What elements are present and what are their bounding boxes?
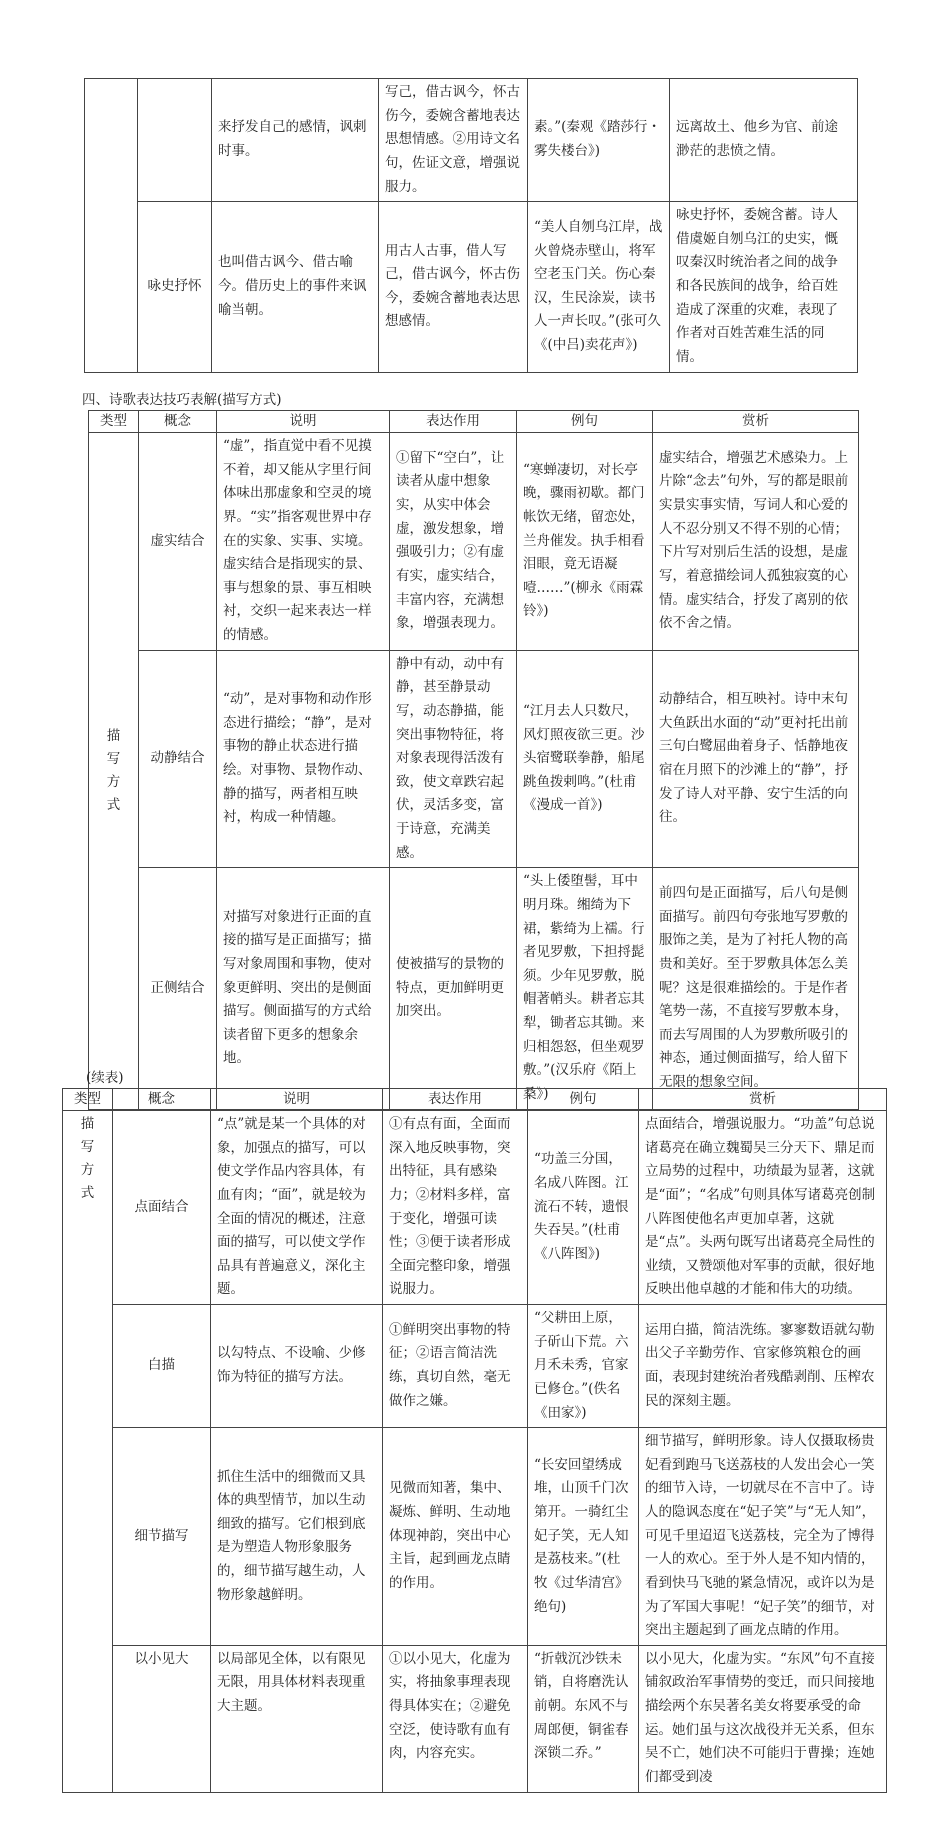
type-label: 描 写 方 式 — [106, 727, 121, 813]
type-cell — [85, 79, 138, 373]
concept-cell: 点面结合 — [113, 1111, 211, 1305]
effect-cell: 使被描写的景物的特点，更加鲜明更加突出。 — [390, 868, 517, 1109]
appreciation-cell: 运用白描，简洁洗练。寥寥数语就勾勒出父子辛勤劳作、官家修筑粮仓的画面，表现封建统治者残酷剥削、压榨农民的深刻主题。 — [639, 1305, 887, 1428]
concept-cell: 虚实结合 — [139, 433, 217, 651]
effect-cell: ①留下“空白”，让读者从虚中想象实，从实中体会虚，激发想象，增强吸引力；②有虚有实，虚实结合，丰富内容，充满想象，增强表现力。 — [390, 433, 517, 651]
example-cell: “长安回望绣成堆，山顶千门次第开。一骑红尘妃子笑，无人知是荔枝来。”(杜牧《过华清宫》绝句) — [528, 1428, 639, 1646]
type-label: 描 写 方 式 — [80, 1116, 95, 1201]
continued-label: (续表) — [86, 1070, 124, 1086]
header-explanation: 说明 — [217, 411, 390, 433]
header-appreciation: 赏析 — [653, 411, 859, 433]
table-row — [89, 650, 859, 868]
header-concept: 概念 — [113, 1089, 211, 1111]
header-row — [89, 411, 859, 433]
concept-cell: 正侧结合 — [139, 868, 217, 1109]
effect-cell: 静中有动，动中有静，甚至静景动写，动态静描，能突出事物特征，将对象表现得活泼有致，使文章跌宕起伏，灵活多变，富于诗意，充满美感。 — [390, 650, 517, 868]
table-row — [85, 202, 858, 372]
header-appreciation: 赏析 — [639, 1089, 887, 1111]
header-example: 例句 — [517, 411, 653, 433]
explanation-cell: 抓住生活中的细微而又具体的典型情节，加以生动细致的描写。它们根到底是为塑造人物形象服务的，细节描写越生动，人物形象越鲜明。 — [211, 1428, 383, 1646]
header-effect: 表达作用 — [383, 1089, 528, 1111]
explanation-cell: 也叫借古讽今、借古喻今。借历史上的事件来讽喻当朝。 — [212, 202, 379, 372]
appreciation-cell: 动静结合，相互映衬。诗中末句大鱼跃出水面的“动”更衬托出前三句白鹭屈曲着身子、恬静地夜宿在月照下的沙滩上的“静”，抒发了诗人对平静、安宁生活的向往。 — [653, 650, 859, 868]
header-type: 类型 — [63, 1089, 113, 1111]
header-row — [63, 1089, 887, 1111]
explanation-cell: 以局部见全体，以有限见无限，用具体材料表现重大主题。 — [211, 1645, 383, 1792]
concept-cell: 咏史抒怀 — [138, 202, 212, 372]
concept-cell — [138, 79, 212, 202]
table-row — [89, 868, 859, 1109]
appreciation-cell: 细节描写，鲜明形象。诗人仅摄取杨贵妃看到跑马飞送荔枝的人发出会心一笑的细节入诗，一切就尽在不言中了。诗人的隐讽态度在“妃子笑”与“无人知”，可见千里迢迢飞送荔枝，完全为了博得一人的欢心。至于外人是不知内情的，看到快马飞驰的紧急情况，或许以为是为了军国大事呢！“妃子笑”的细节，对突出主题起到了画龙点睛的作用。 — [639, 1428, 887, 1646]
example-cell: “头上倭堕髻，耳中明月珠。缃绮为下裙，紫绮为上襦。行者见罗敷，下担捋髭须。少年见罗敷，脱帽著帩头。耕者忘其犁，锄者忘其锄。来归相怨怒，但坐观罗敷。”(汉乐府《陌上桑》) — [517, 868, 653, 1109]
type-cell — [89, 433, 139, 1110]
explanation-cell: “点”就是某一个具体的对象，加强点的描写，可以使文学作品内容具体，有血有肉；“面”，就是较为全面的情况的概述，注意面的描写，可以使文学作品具有普遍意义，深化主题。 — [211, 1111, 383, 1305]
appreciation-cell: 咏史抒怀，委婉含蓄。诗人借虞姬自刎乌江的史实，慨叹秦汉时统治者之间的战争和各民族间的战争，给百姓造成了深重的灾难，表现了作者对百姓苦难生活的同情。 — [670, 202, 858, 372]
effect-cell: ①有点有面，全面而深入地反映事物，突出特征，具有感染力；②材料多样，富于变化，增强可读性；③便于读者形成全面完整印象，增强说服力。 — [383, 1111, 528, 1305]
table-row — [63, 1111, 887, 1305]
effect-cell: ①以小见大，化虚为实，将抽象事理表现得具体实在；②避免空泛，使诗歌有血有肉，内容充实。 — [383, 1645, 528, 1792]
header-concept: 概念 — [139, 411, 217, 433]
effect-cell: 写己，借古讽今，怀古伤今，委婉含蓄地表达思想情感。②用诗文名句，佐证文意，增强说服力。 — [379, 79, 528, 202]
explanation-cell: 以勾特点、不设喻、少修饰为特征的描写方法。 — [211, 1305, 383, 1428]
example-cell: “美人自刎乌江岸，战火曾烧赤壁山，将军空老玉门关。伤心秦汉，生民涂炭，读书人一声长叹。”(张可久《(中吕)卖花声》) — [528, 202, 670, 372]
concept-cell: 细节描写 — [113, 1428, 211, 1646]
explanation-cell: 对描写对象进行正面的直接的描写是正面描写；描写对象周围和事物，使对象更鲜明、突出的是侧面描写。侧面描写的方式给读者留下更多的想象余地。 — [217, 868, 390, 1109]
header-effect: 表达作用 — [390, 411, 517, 433]
effect-cell: 用古人古事，借人写己，借古讽今，怀古伤今，委婉含蓄地表达思想感情。 — [379, 202, 528, 372]
table-description-methods — [88, 410, 859, 1110]
explanation-cell: “动”，是对事物和动作形态进行描绘；“静”，是对事物的静止状态进行描绘。对事物、景物作动、静的描写，两者相互映衬，构成一种情趣。 — [217, 650, 390, 868]
effect-cell: ①鲜明突出事物的特征；②语言简洁洗练，真切自然，毫无做作之嫌。 — [383, 1305, 528, 1428]
appreciation-cell: 点面结合，增强说服力。“功盖”句总说诸葛亮在确立魏蜀吴三分天下、鼎足而立局势的过程中，功绩最为显著，这就是“面”；“名成”句则具体写诸葛亮创制八阵图使他名声更加卓著，这就是“点”。头两句既写出诸葛亮全局性的业绩，又赞颂他对军事的贡献，很好地反映出他卓越的才能和伟大的功绩。 — [639, 1111, 887, 1305]
effect-cell: 见微而知著，集中、凝炼、鲜明、生动地体现神韵，突出中心主旨，起到画龙点睛的作用。 — [383, 1428, 528, 1646]
table-row — [85, 79, 858, 202]
example-cell: “寒蝉凄切，对长亭晚，骤雨初歇。都门帐饮无绪，留恋处，兰舟催发。执手相看泪眼，竟无语凝噎……”(柳永《雨霖铃》) — [517, 433, 653, 651]
header-explanation: 说明 — [211, 1089, 383, 1111]
example-cell: “功盖三分国，名成八阵图。江流石不转，遗恨失吞吴。”(杜甫《八阵图》) — [528, 1111, 639, 1305]
concept-cell: 白描 — [113, 1305, 211, 1428]
table-row — [63, 1428, 887, 1646]
appreciation-cell: 虚实结合，增强艺术感染力。上片除“念去”句外，写的都是眼前实景实事实情，写词人和心爱的人不忍分别又不得不别的心情；下片写对别后生活的设想，是虚写，着意描绘词人孤独寂寞的心情。虚实结合，抒发了离别的依依不舍之情。 — [653, 433, 859, 651]
concept-cell: 动静结合 — [139, 650, 217, 868]
section-title: 四、诗歌表达技巧表解(描写方式) — [82, 392, 282, 408]
table-top — [84, 78, 858, 373]
appreciation-cell: 远离故土、他乡为官、前途渺茫的悲愤之情。 — [670, 79, 858, 202]
example-cell: “折戟沉沙铁未销，自将磨洗认前朝。东风不与周郎便，铜雀春深锁二乔。” — [528, 1645, 639, 1792]
table-row — [63, 1645, 887, 1792]
concept-cell: 以小见大 — [113, 1645, 211, 1792]
explanation-cell: “虚”，指直觉中看不见摸不着，却又能从字里行间体味出那虚象和空灵的境界。“实”指客观世界中存在的实象、实事、实境。虚实结合是指现实的景、事与想象的景、事互相映衬，交织一起来表达一样的情感。 — [217, 433, 390, 651]
appreciation-cell: 以小见大，化虚为实。“东风”句不直接铺叙政治军事情势的变迁，而只间接地描绘两个东吴著名美女将要承受的命运。她们虽与这次战役并无关系，但东吴不亡，她们决不可能归于曹操；连她们都受到凌 — [639, 1645, 887, 1792]
header-example: 例句 — [528, 1089, 639, 1111]
table-row — [63, 1305, 887, 1428]
example-cell: “江月去人只数尺，风灯照夜欲三更。沙头宿鹭联拳静，船尾跳鱼拨剌鸣。”(杜甫《漫成一首》) — [517, 650, 653, 868]
type-cell — [63, 1111, 113, 1793]
table-description-methods-continued — [62, 1088, 887, 1793]
appreciation-cell: 前四句是正面描写，后八句是侧面描写。前四句夸张地写罗敷的服饰之美，是为了衬托人物的高贵和美好。至于罗敷具体怎么美呢？这是很难描绘的。于是作者笔势一荡，不直接写罗敷本身，而去写周围的人为罗敷所吸引的神态，通过侧面描写，给人留下无限的想象空间。 — [653, 868, 859, 1109]
example-cell: “父耕田上原，子斫山下荒。六月禾未秀，官家已修仓。”(佚名《田家》) — [528, 1305, 639, 1428]
example-cell: 素。”(秦观《踏莎行・雾失楼台》) — [528, 79, 670, 202]
header-type: 类型 — [89, 411, 139, 433]
table-row — [89, 433, 859, 651]
explanation-cell: 来抒发自己的感情，讽刺时事。 — [212, 79, 379, 202]
